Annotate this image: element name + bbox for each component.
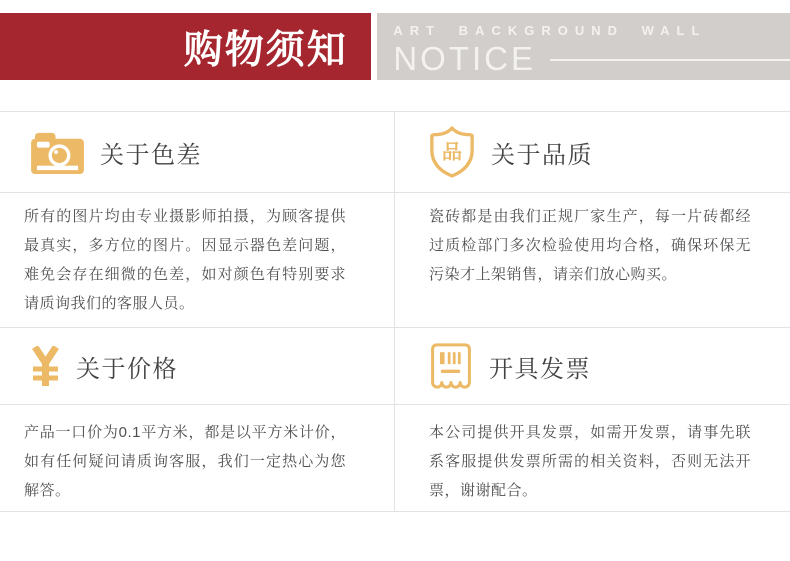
section-header-price <box>0 328 395 405</box>
invoice-icon <box>428 340 474 392</box>
notice-underline <box>550 59 790 61</box>
notice-grid <box>0 111 790 512</box>
yuan-icon <box>30 346 61 386</box>
section-title: 开具发票 <box>489 355 591 383</box>
svg-text:品: 品 <box>441 141 463 164</box>
page-banner <box>0 13 790 80</box>
section-body-invoice <box>395 405 790 511</box>
banner-subtitle-bottom: NOTICE <box>393 40 536 77</box>
banner-subtitle-top: ART BACKGROUND WALL <box>393 23 707 38</box>
section-body-quality <box>395 193 790 328</box>
section-body-text: 瓷砖都是由我们正规厂家生产，每一片砖都经过质检部门多次检验使用均合格，确保环保无污染才上架销售，请亲们放心购买。 <box>429 208 751 283</box>
section-title: 关于色差 <box>100 141 202 169</box>
section-header-invoice <box>395 328 790 405</box>
shield-icon <box>428 125 476 179</box>
banner-title: 购物须知 <box>0 13 371 80</box>
section-title: 关于品质 <box>491 141 593 169</box>
section-body-text: 本公司提供开具发票，如需开发票，请事先联系客服提供发票所需的相关资料，否则无法开票，谢谢配合。 <box>429 424 751 499</box>
section-body-text: 所有的图片均由专业摄影师拍摄，为顾客提供最真实，多方位的图片。因显示器色差问题，难免会存在细微的色差，如对颜色有特别要求请质询我们的客服人员。 <box>24 208 346 312</box>
camera-icon <box>30 129 85 175</box>
section-body-price <box>0 405 395 511</box>
banner-subtitle-block <box>377 13 790 80</box>
section-header-color-difference <box>0 112 395 193</box>
section-header-quality <box>395 112 790 193</box>
section-body-color-difference <box>0 193 395 328</box>
banner-divider-gap <box>371 13 378 80</box>
section-title: 关于价格 <box>76 355 178 383</box>
section-body-text: 产品一口价为0.1平方米，都是以平方米计价，如有任何疑问请质询客服，我们一定热心为您解答。 <box>24 424 346 499</box>
